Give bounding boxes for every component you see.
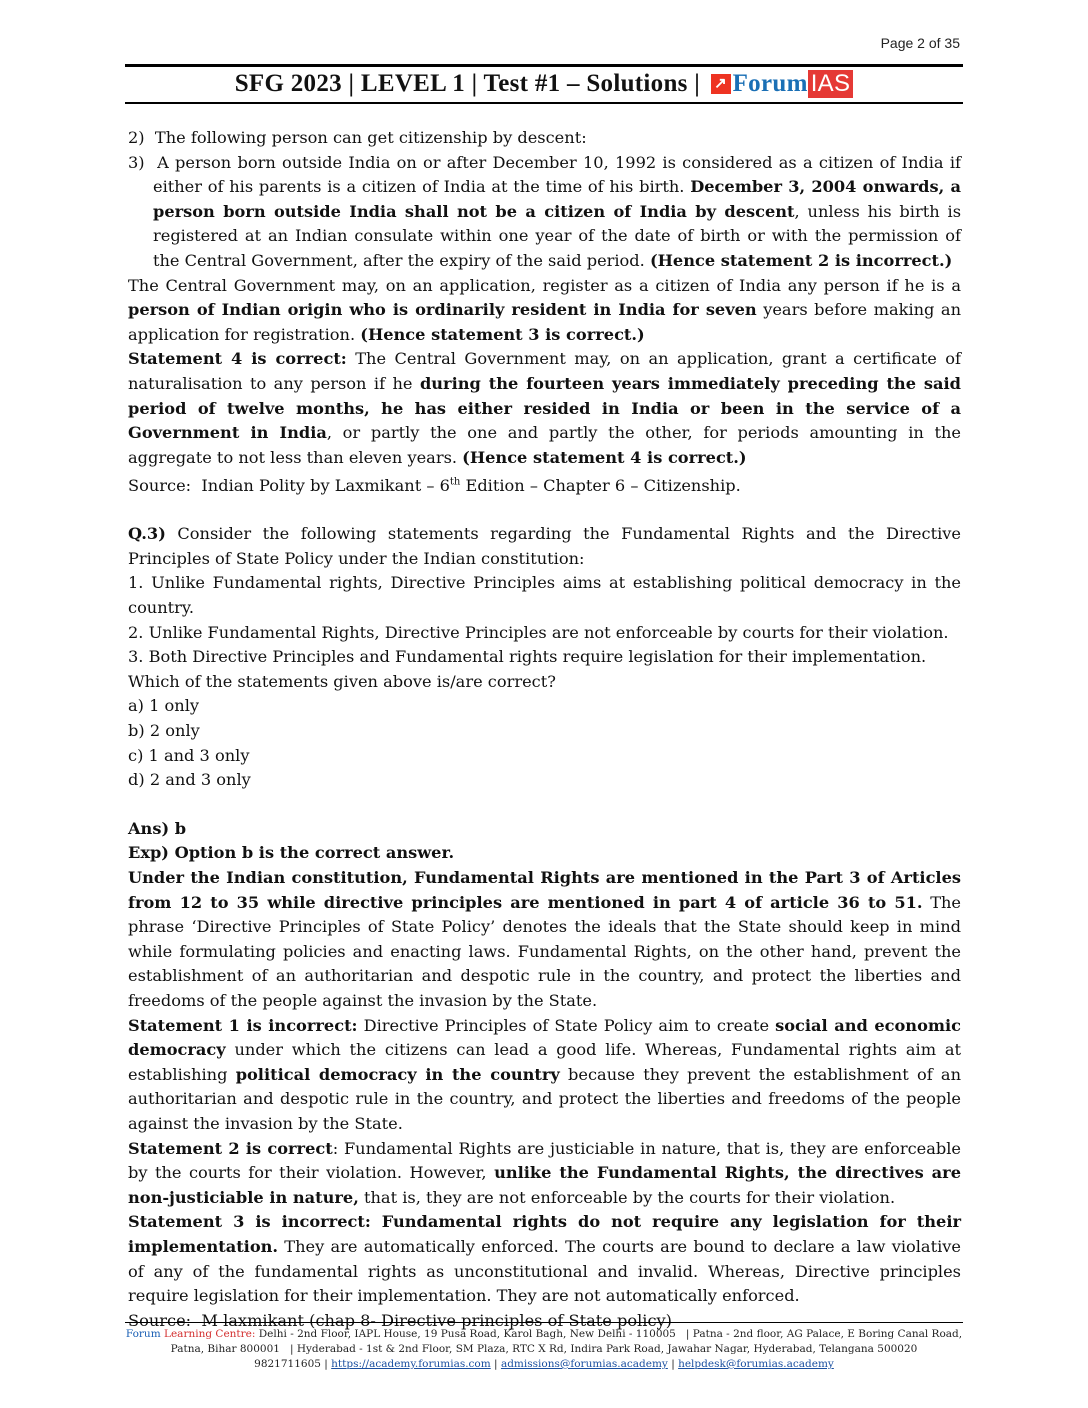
- text: The Central Government may, on an application, grant a certificate of naturalisation to any person if he: [128, 349, 962, 393]
- text: Source: Indian Polity by Laxmikant – 6th Edition – Chapter 6 – Citizenship.: [128, 475, 741, 495]
- logo-forum: Forum: [732, 70, 808, 97]
- text: 2) The following person can get citizenship by descent:: [128, 128, 587, 147]
- paragraph: [128, 645, 961, 670]
- paragraph: [128, 768, 961, 793]
- text: 3. Both Directive Principles and Fundamental rights require legislation for their implementation.: [128, 647, 927, 667]
- website-link[interactable]: https://academy.forumias.com: [331, 1358, 491, 1370]
- header-title: SFG 2023 | LEVEL 1 | Test #1 – Solutions |: [234, 70, 701, 97]
- text: b) 2 only: [128, 721, 200, 741]
- page-header: [0, 70, 1088, 98]
- footer-learning-centre: Learning Centre:: [164, 1328, 256, 1340]
- paragraph: [128, 522, 961, 571]
- text: c) 1 and 3 only: [128, 745, 250, 765]
- page-footer: Forum Learning Centre: Delhi - 2nd Floor, IAPL House, 19 Pusa Road, Karol Bagh, New Delhi - 110005 | Patna - 2nd floor, AG Palace, E Boring Canal Road, Patna, Bihar 800001 | Hyderabad - 1st & 2nd Floor, SM Plaza, RTC X Rd, Indira Park Road, Jawahar Nagar, Hyderabad, Telangana 500020 9821711605 | https://academy.forumias.com | admissions@forumias.academy | helpdesk@forumias.academy: [125, 1322, 963, 1372]
- paragraph: [128, 126, 961, 151]
- bold-text: Q.3): [128, 524, 166, 544]
- bold-text: (Hence statement 2 is incorrect.): [649, 250, 953, 270]
- paragraph: [128, 841, 961, 866]
- text: 1. Unlike Fundamental rights, Directive Principles aims at establishing political democracy in the country.: [128, 573, 961, 618]
- text: The phrase ‘Directive Principles of State Policy’ denotes the ideals that the State should keep in mind while formulating policies and enacting laws. Fundamental Rights, on the other hand, prevent the establishment of an authoritarian and despotic rule in the country, and protect the liberties and freedoms of the people against the invasion by the State.: [128, 892, 961, 1010]
- bold-text: social and economic democracy: [128, 1015, 961, 1060]
- text: Consider the following statements regarding the Fundamental Rights and the Directive Principles of State Policy under the Indian constitution:: [128, 524, 961, 568]
- arrow-icon: ↗: [711, 74, 731, 94]
- bold-text: Statement 2 is correct: [128, 1138, 333, 1158]
- footer-address: Delhi - 2nd Floor, IAPL House, 19 Pusa Road, Karol Bagh, New Delhi - 110005 | Patna - 2nd floor, AG Palace, E Boring Canal Road, Patna, Bihar 800001 | Hyderabad - 1st & 2nd Floor, SM Plaza, RTC X Rd, Indira Park Road, Jawahar Nagar, Hyderabad, Telangana 500020: [170, 1328, 963, 1355]
- footer-phone: 9821711605: [254, 1358, 321, 1370]
- text: : Fundamental Rights are justiciable in nature, that is, they are enforceable by the courts for their violation. However,: [128, 1138, 962, 1183]
- paragraph: [128, 347, 961, 470]
- logo-ias: IAS: [808, 70, 854, 98]
- text: years before making an application for registration.: [128, 300, 961, 344]
- bold-text: during the fourteen years immediately preceding the said period of twelve months, he has either resided in India or been in the service of a Government in India: [128, 373, 961, 443]
- paragraph: [128, 817, 961, 842]
- text: a) 1 only: [128, 696, 200, 716]
- paragraph: [128, 744, 961, 769]
- paragraph: [128, 694, 961, 719]
- bold-text: December 3, 2004 onwards, a person born outside India shall not be a citizen of India by descent: [153, 177, 961, 221]
- paragraph: [128, 719, 961, 744]
- text: under which the citizens can lead a good life. Whereas, Fundamental rights aim at establishing: [128, 1040, 961, 1084]
- text: They are automatically enforced. The courts are bound to declare a law violative of any of the fundamental rights as unconstitutional and invalid. Whereas, Directive principles require legislation for their implementation. They are not automatically enforced.: [128, 1236, 961, 1306]
- paragraph: [128, 470, 961, 498]
- paragraph: [128, 274, 961, 348]
- header-rule-bottom: [125, 102, 963, 104]
- text: 3) A person born outside India on or after December 10, 1992 is considered as a citizen of India if either of his parents is a citizen of India at the time of his birth.: [128, 152, 961, 197]
- header-rule-top: [125, 64, 963, 67]
- paragraph: [128, 571, 961, 620]
- bold-text: (Hence statement 4 is correct.): [462, 447, 747, 467]
- paragraph: [128, 151, 961, 274]
- text: d) 2 and 3 only: [128, 770, 251, 790]
- admissions-email-link[interactable]: admissions@forumias.academy: [500, 1358, 668, 1370]
- bold-text: Ans) b: [128, 818, 187, 838]
- text: because they prevent the establishment of an authoritarian and despotic rule in the country, and protect the liberties and freedoms of the people against the invasion by the State.: [128, 1064, 961, 1133]
- paragraph: [128, 1137, 961, 1211]
- bold-text: Exp) Option b is the correct answer.: [128, 843, 455, 863]
- text: that is, they are not enforceable by the courts for their violation.: [358, 1187, 896, 1207]
- paragraph: [128, 866, 961, 1014]
- paragraph: [128, 1210, 961, 1308]
- text: 2. Unlike Fundamental Rights, Directive Principles are not enforceable by courts for their violation.: [128, 622, 949, 642]
- text: , unless his birth is registered at an Indian consulate within one year of the date of birth or with the permission of the Central Government, after the expiry of the said period.: [153, 201, 961, 270]
- paragraph: [128, 1014, 961, 1137]
- forumias-logo: [711, 70, 854, 98]
- bold-text: unlike the Fundamental Rights, the directives are non-justiciable in nature,: [128, 1163, 961, 1207]
- bold-text: political democracy in the country: [235, 1064, 560, 1084]
- paragraph: [128, 670, 961, 695]
- text: Source: M laxmikant (chap 8- Directive principles of State policy): [128, 1310, 672, 1330]
- bold-text: person of Indian origin who is ordinarily resident in India for seven: [128, 300, 757, 320]
- text: The Central Government may, on an application, register as a citizen of India any person if he is a: [128, 275, 961, 295]
- document-body: [128, 126, 961, 1333]
- bold-text: Statement 1 is incorrect:: [128, 1015, 358, 1035]
- bold-text: Under the Indian constitution, Fundamental Rights are mentioned in the Part 3 of Articles from 12 to 35 while directive principles are mentioned in part 4 of article 36 to 51.: [128, 868, 961, 912]
- helpdesk-email-link[interactable]: helpdesk@forumias.academy: [678, 1358, 834, 1370]
- paragraph: [128, 621, 961, 646]
- bold-text: Statement 3 is incorrect: Fundamental rights do not require any legislation for their implementation.: [128, 1212, 961, 1256]
- footer-forum: Forum: [125, 1328, 161, 1340]
- text: Directive Principles of State Policy aim to create: [357, 1015, 776, 1035]
- page-number: Page 2 of 35: [880, 35, 960, 51]
- bold-text: Statement 4 is correct:: [128, 349, 347, 369]
- text: Which of the statements given above is/are correct?: [128, 671, 556, 691]
- bold-text: (Hence statement 3 is correct.): [360, 324, 645, 344]
- text: , or partly the one and partly the other, for periods amounting in the aggregate to not less than eleven years.: [128, 423, 961, 467]
